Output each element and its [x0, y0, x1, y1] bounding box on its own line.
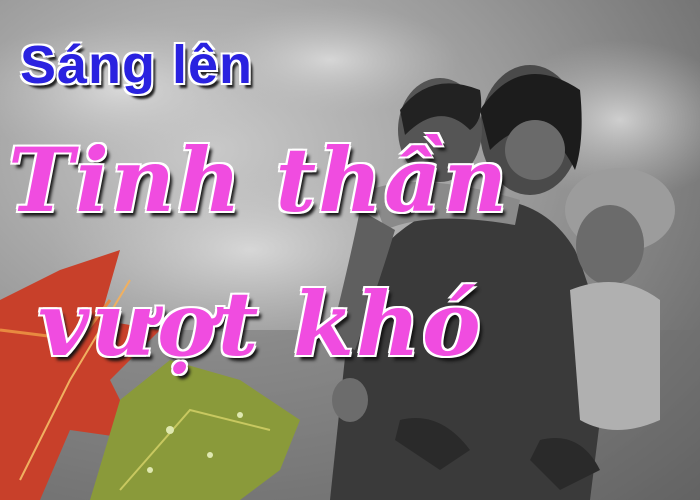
toddler-head: [576, 205, 644, 285]
title-line-sang-len: Sáng lên: [20, 35, 254, 95]
toddler-body: [570, 282, 660, 430]
green-leaf-decoration: [90, 360, 300, 500]
title-line-tinh-than: Tinh thần: [8, 128, 510, 232]
title-line-vuot-kho: vượt khó: [38, 272, 483, 376]
